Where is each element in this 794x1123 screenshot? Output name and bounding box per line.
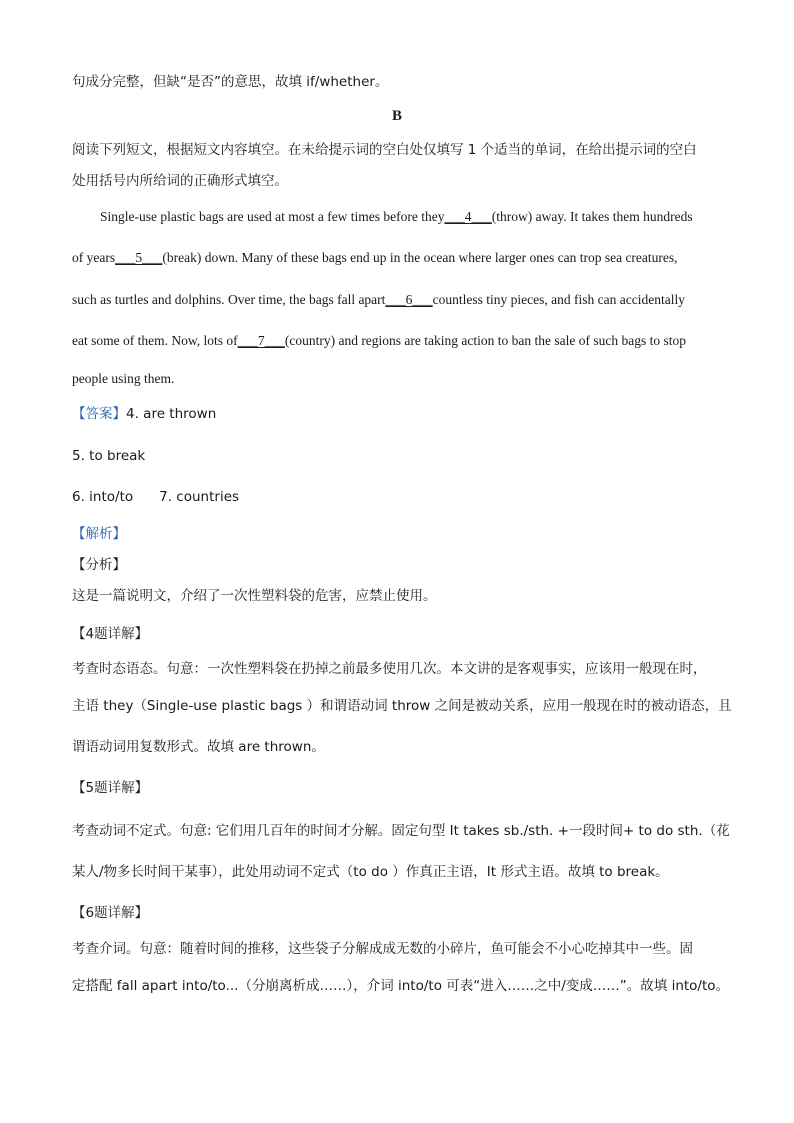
passage-text: such as turtles and dolphins. Over time, the bags fall apart bbox=[72, 292, 386, 307]
q6-line-2: 定搭配 fall apart into/to...（分崩离析成……），介词 into/to 可表“进入……之中/变成……”。故填 into/to。 bbox=[72, 978, 730, 994]
blank-6[interactable]: ___6___ bbox=[385, 292, 433, 307]
passage-line-4 bbox=[72, 331, 686, 351]
passage-text: of years bbox=[72, 250, 116, 265]
previous-answer-tail: 句成分完整，但缺“是否”的意思，故填 if/whether。 bbox=[72, 74, 389, 90]
q4-line-3: 谓语动词用复数形式。故填 are thrown。 bbox=[72, 739, 325, 755]
q4-line-1: 考查时态语态。句意：一次性塑料袋在扔掉之前最多使用几次。本文讲的是客观事实，应该用一般现在时， bbox=[72, 661, 707, 677]
q4-heading: 【4题详解】 bbox=[72, 626, 149, 642]
answer-row-3 bbox=[72, 487, 239, 507]
answer-tag: 【答案】 bbox=[72, 406, 126, 422]
answer-4: 4. are thrown bbox=[126, 406, 217, 422]
passage-line-3 bbox=[72, 290, 685, 310]
passage-line-5: people using them. bbox=[72, 371, 175, 386]
q5-heading: 【5题详解】 bbox=[72, 780, 149, 796]
instruction-line-2: 处用括号内所给词的正确形式填空。 bbox=[72, 173, 288, 189]
answer-6: 6. into/to bbox=[72, 489, 134, 505]
passage-text: (throw) away. It takes them hundreds bbox=[491, 209, 693, 224]
q4-line-2: 主语 they（Single-use plastic bags ）和谓语动词 throw 之间是被动关系，应用一般现在时的被动语态，且 bbox=[72, 698, 732, 714]
blank-7[interactable]: ___7___ bbox=[237, 333, 285, 348]
answer-7: 7. countries bbox=[159, 489, 240, 505]
blank-4[interactable]: ___4___ bbox=[444, 209, 492, 224]
passage-line-1 bbox=[100, 207, 693, 227]
q6-line-1: 考查介词。句意：随着时间的推移，这些袋子分解成成无数的小碎片，鱼可能会不小心吃掉其中一些。固 bbox=[72, 941, 693, 957]
fenxi-tag: 【分析】 bbox=[72, 557, 126, 573]
analysis-tag: 【解析】 bbox=[72, 526, 126, 542]
section-title: B bbox=[391, 108, 402, 124]
blank-5[interactable]: ___5___ bbox=[115, 250, 163, 265]
q5-line-1: 考查动词不定式。句意: 它们用几百年的时间才分解。固定句型 It takes sb./sth. +一段时间+ to do sth.（花 bbox=[72, 823, 730, 839]
passage-text: (country) and regions are taking action to ban the sale of such bags to stop bbox=[284, 333, 686, 348]
instruction-line-1: 阅读下列短文，根据短文内容填空。在未给提示词的空白处仅填写 1 个适当的单词，在给出提示词的空白 bbox=[72, 142, 697, 158]
fenxi-text: 这是一篇说明文，介绍了一次性塑料袋的危害，应禁止使用。 bbox=[72, 588, 437, 604]
passage-text: countless tiny pieces, and fish can accidentally bbox=[432, 292, 685, 307]
q6-heading: 【6题详解】 bbox=[72, 905, 149, 921]
answer-5: 5. to break bbox=[72, 448, 146, 464]
passage-text: eat some of them. Now, lots of bbox=[72, 333, 238, 348]
q5-line-2: 某人/物多长时间干某事），此处用动词不定式（to do ）作真正主语，It 形式主语。故填 to break。 bbox=[72, 864, 669, 880]
passage-line-2 bbox=[72, 248, 678, 268]
answer-row-1 bbox=[72, 404, 216, 424]
passage-text: (break) down. Many of these bags end up in the ocean where larger ones can trop sea creatures, bbox=[162, 250, 678, 265]
passage-text: Single-use plastic bags are used at most a few times before they bbox=[100, 209, 445, 224]
